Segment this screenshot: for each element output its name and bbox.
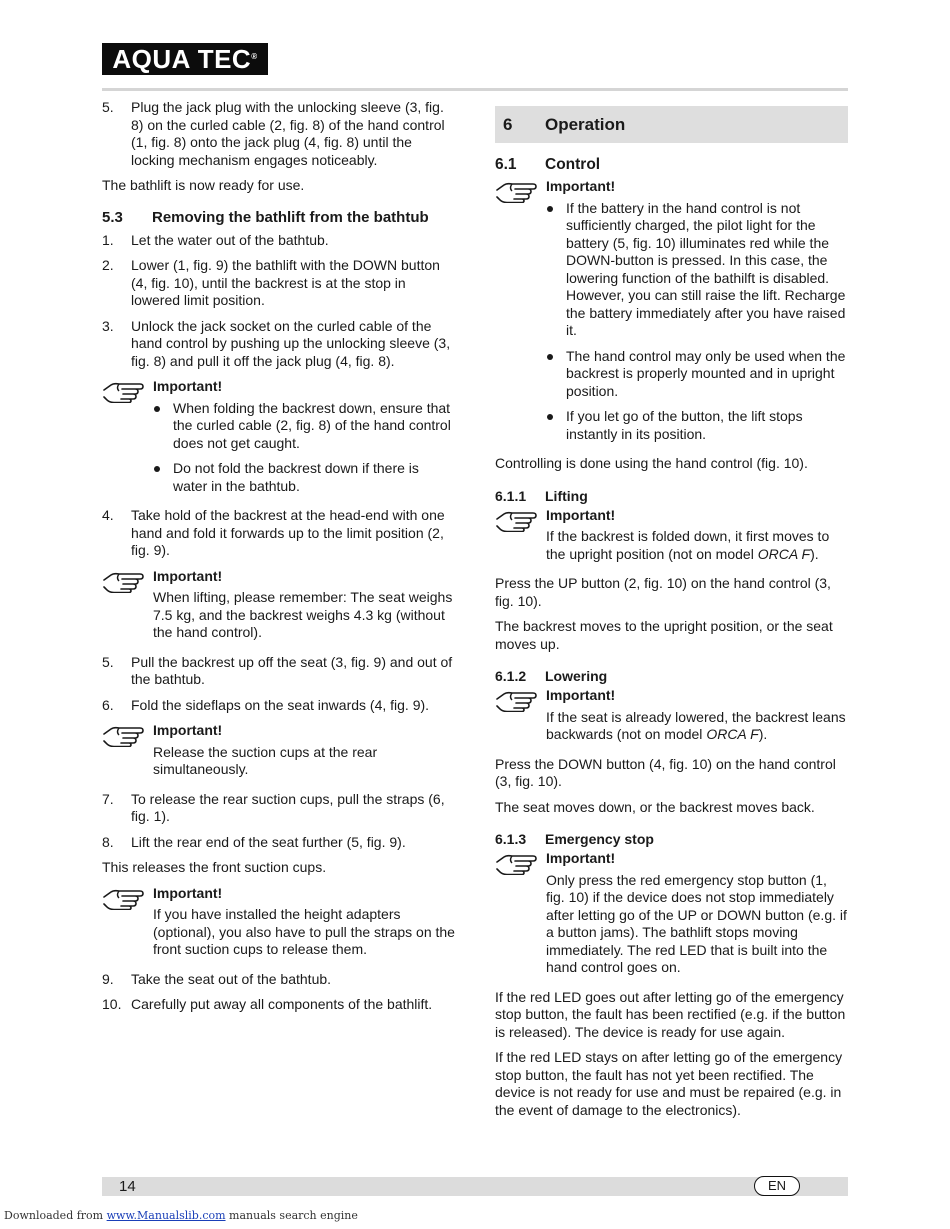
item-number: 3. — [102, 317, 114, 334]
section-title: Lifting — [545, 487, 588, 504]
list-item — [102, 257, 456, 310]
section-number: 6.1.1 — [495, 487, 527, 504]
list-item — [102, 507, 456, 560]
item-number: 7. — [102, 790, 114, 807]
pointing-hand-icon — [495, 688, 541, 712]
bullet-item: If you let go of the button, the lift stops instantly in its position. — [546, 408, 848, 443]
pointing-hand-icon — [102, 886, 148, 910]
important-note — [495, 507, 848, 564]
note-title: Important! — [546, 178, 616, 194]
section-heading-6-1 — [495, 156, 848, 174]
important-note — [102, 378, 456, 495]
section-title: Lowering — [545, 668, 608, 684]
item-text: Carefully put away all components of the bathlift. — [131, 996, 433, 1012]
item-text: Fold the sideflaps on the seat inwards (4, fig. 9). — [131, 696, 430, 713]
note-title: Important! — [153, 884, 223, 901]
pointing-hand-icon — [102, 723, 148, 747]
note-text-end: ). — [758, 726, 768, 742]
item-text: Pull the backrest up off the seat (3, fig. 9) and out of the bathtub. — [131, 653, 453, 687]
list-item — [102, 232, 456, 250]
header-rule — [102, 88, 848, 91]
ready-text: The bathlift is now ready for use. — [102, 177, 305, 193]
section-title: Operation — [545, 115, 626, 134]
list-item — [102, 318, 456, 371]
footer-bar — [102, 1177, 848, 1196]
important-note — [102, 722, 456, 779]
item-number: 2. — [102, 257, 114, 273]
lowering-paragraph: Press the DOWN button (4, fig. 10) on the hand control (3, fig. 10). — [495, 755, 836, 789]
section-title: Control — [545, 156, 601, 173]
registered-mark: ® — [251, 52, 258, 61]
item-number: 9. — [102, 970, 114, 987]
section-heading-6-1-1 — [495, 487, 848, 505]
note-text-end: ). — [810, 545, 819, 562]
page-number: 14 — [119, 1178, 136, 1195]
item-number: 5. — [102, 653, 114, 670]
item-text: Take hold of the backrest at the head-end with one hand and fold it forwards up to the limit position (2, fig. 9). — [131, 507, 445, 558]
item-text: Lift the rear end of the seat further (5, fig. 9). — [131, 833, 406, 850]
emergency-paragraph: If the red LED stays on after letting go of the emergency stop button, the fault has not yet been rectified. The device is not ready for use and must be repaired (e.g. in the event of damage to the electronics). — [495, 1049, 843, 1118]
list-item — [102, 996, 456, 1014]
section-number: 6.1 — [495, 156, 517, 173]
pointing-hand-icon — [495, 179, 541, 203]
section-title: Emergency stop — [545, 831, 654, 847]
item-text: To release the rear suction cups, pull the straps (6, fig. 1). — [131, 790, 445, 824]
controlling-text: Controlling is done using the hand control (fig. 10). — [495, 455, 808, 471]
emergency-paragraph: If the red LED goes out after letting go of the emergency stop button, the fault has been rectified (e.g. if the button is released). The device is ready for use again. — [495, 988, 846, 1040]
note-text: When lifting, please remember: The seat weighs 7.5 kg, and the backrest weighs 4.3 kg (without the hand control). — [153, 589, 453, 640]
right-column — [495, 106, 848, 1127]
item-text: Lower (1, fig. 9) the bathlift with the DOWN button (4, fig. 10), until the backrest is at the stop in lowered limit position. — [131, 257, 440, 308]
pointing-hand-icon — [495, 508, 541, 532]
item-number: 8. — [102, 833, 114, 850]
list-item — [102, 654, 456, 689]
section-heading-6-1-2 — [495, 667, 848, 685]
item-text: Plug the jack plug with the unlocking sleeve (3, fig. 8) on the curled cable (2, fig. 8) of the hand control (1, fig. 8) onto the jack plug (4, fig. 8) until the locking mechanism engages noticeably. — [131, 99, 445, 168]
bullet-item: If the battery in the hand control is not sufficiently charged, the pilot light for the battery (5, fig. 10) illuminates red while the DOWN-button is pressed. In this case, the lowering function of the bathilft is disabled. However, you can still raise the lift. Recharge the battery immediately after you have raised it. — [546, 200, 848, 340]
download-prefix: Downloaded from — [4, 1209, 107, 1222]
section-heading-5-3 — [102, 209, 456, 227]
note-title: Important! — [546, 687, 616, 703]
download-note — [4, 1209, 358, 1222]
item-number: 6. — [102, 696, 114, 713]
item-number: 10. — [102, 996, 122, 1012]
section-heading-6-1-3 — [495, 830, 848, 848]
manualslib-link[interactable]: www.Manualslib.com — [106, 1209, 226, 1222]
language-badge: EN — [754, 1176, 800, 1196]
list-item — [102, 99, 456, 169]
note-text-start: If the backrest is folded down, it first moves to the upright position (not on model — [546, 528, 830, 562]
left-column — [102, 99, 456, 1022]
lifting-paragraph: Press the UP button (2, fig. 10) on the hand control (3, fig. 10). — [495, 575, 831, 609]
important-note — [495, 178, 848, 443]
note-text: Release the suction cups at the rear simultaneously. — [153, 743, 378, 777]
note-title: Important! — [153, 567, 223, 584]
list-item — [102, 791, 456, 826]
important-note — [102, 885, 456, 959]
list-item — [102, 834, 456, 852]
model-name: ORCA F — [757, 545, 811, 562]
item-text: Let the water out of the bathtub. — [131, 231, 329, 248]
bullet-item: The hand control may only be used when the backrest is properly mounted and in upright position. — [546, 348, 848, 401]
note-text — [546, 709, 848, 744]
note-text — [546, 528, 848, 563]
download-suffix: manuals search engine — [225, 1209, 358, 1222]
important-note — [102, 568, 456, 642]
note-title: Important! — [546, 850, 616, 866]
logo-text: AQUA TEC — [112, 44, 252, 74]
note-title: Important! — [153, 722, 223, 738]
note-text: If you have installed the height adapters (optional), you also have to pull the straps on the front suction cups to release them. — [153, 906, 455, 957]
item-number: 4. — [102, 507, 114, 523]
section-number: 6.1.3 — [495, 831, 527, 847]
note-text-start: If the seat is already lowered, the backrest leans backwards (not on model — [546, 708, 846, 742]
bullet-item: Do not fold the backrest down if there is water in the bathtub. — [153, 460, 456, 495]
section-number: 6 — [503, 115, 513, 134]
important-note — [495, 850, 848, 977]
note-text: Only press the red emergency stop button (1, fig. 10) if the device does not stop immediately after letting go of the UP or DOWN button (e.g. if a button jams). The bathlift stops moving immediately. The red LED that is built into the hand control goes on. — [546, 871, 847, 975]
item-text: Take the seat out of the bathtub. — [131, 970, 332, 987]
section-heading-6 — [495, 106, 848, 143]
important-note — [495, 687, 848, 744]
releases-text: This releases the front suction cups. — [102, 859, 327, 875]
model-name: ORCA F — [706, 726, 759, 742]
bullet-item: When folding the backrest down, ensure that the curled cable (2, fig. 8) of the hand control does not get caught. — [153, 400, 456, 453]
section-number: 5.3 — [102, 208, 123, 226]
item-number: 1. — [102, 231, 114, 248]
pointing-hand-icon — [102, 379, 148, 403]
note-title: Important! — [546, 506, 616, 523]
lifting-paragraph: The backrest moves to the upright position, or the seat moves up. — [495, 618, 833, 652]
lowering-paragraph: The seat moves down, or the backrest moves back. — [495, 798, 815, 815]
note-title: Important! — [153, 378, 223, 394]
item-number: 5. — [102, 99, 114, 115]
list-item — [102, 697, 456, 715]
aquatec-logo — [102, 43, 268, 75]
pointing-hand-icon — [102, 569, 148, 593]
section-title: Removing the bathlift from the bathtub — [152, 208, 429, 226]
item-text: Unlock the jack socket on the curled cable of the hand control by pushing up the unlocking sleeve (3, fig. 8) and pull it off the jack plug (4, fig. 8). — [131, 317, 451, 369]
section-number: 6.1.2 — [495, 668, 527, 684]
list-item — [102, 971, 456, 989]
pointing-hand-icon — [495, 851, 541, 875]
